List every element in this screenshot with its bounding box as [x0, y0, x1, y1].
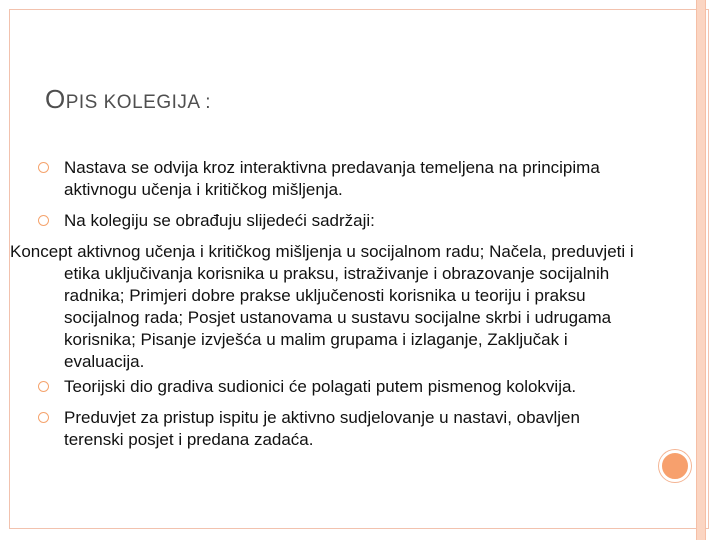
title-first-letter: O [45, 84, 66, 114]
bullet-text: Preduvjet za pristup ispitu je aktivno sudjelovanje u nastavi, obavljen terenski posjet i predana zadaća. [64, 408, 580, 449]
content-paragraph: Koncept aktivnog učenja i kritičkog mišljenja u socijalnom radu; Načela, preduvjeti i etika uključivanja korisnika u praksu, istraživanje i obrazovanje socijalnih radnika; Primjeri dobre prakse uključenosti korisnika u teoriju i praksu socijalnog rada; Posjet ustanovama u sustavu socijalne skrbi i udrugama korisnika; Pisanje izvješća u malim grupama i izlaganje, Zaključak i evaluacija. [10, 242, 634, 371]
circle-bullet-icon [38, 412, 49, 423]
slide-content [10, 157, 634, 460]
bullet-item [34, 210, 634, 232]
circle-bullet-icon [38, 381, 49, 392]
title-rest: PIS KOLEGIJA : [65, 92, 212, 113]
bullet-item [34, 157, 634, 201]
circle-bullet-icon [38, 162, 49, 173]
bullet-text: Nastava se odvija kroz interaktivna predavanja temeljena na principima aktivnogu učenja i kritičkog mišljenja. [64, 158, 600, 199]
orange-circle-icon [659, 450, 691, 482]
decorative-vertical-bar [696, 0, 706, 540]
slide-title [45, 79, 211, 116]
bullet-item [34, 407, 634, 451]
bullet-text: Na kolegiju se obrađuju slijedeći sadržaji: [64, 211, 375, 230]
bullet-text: Teorijski dio gradiva sudionici će polagati putem pismenog kolokvija. [64, 377, 577, 396]
circle-bullet-icon [38, 215, 49, 226]
bullet-item [34, 376, 634, 398]
